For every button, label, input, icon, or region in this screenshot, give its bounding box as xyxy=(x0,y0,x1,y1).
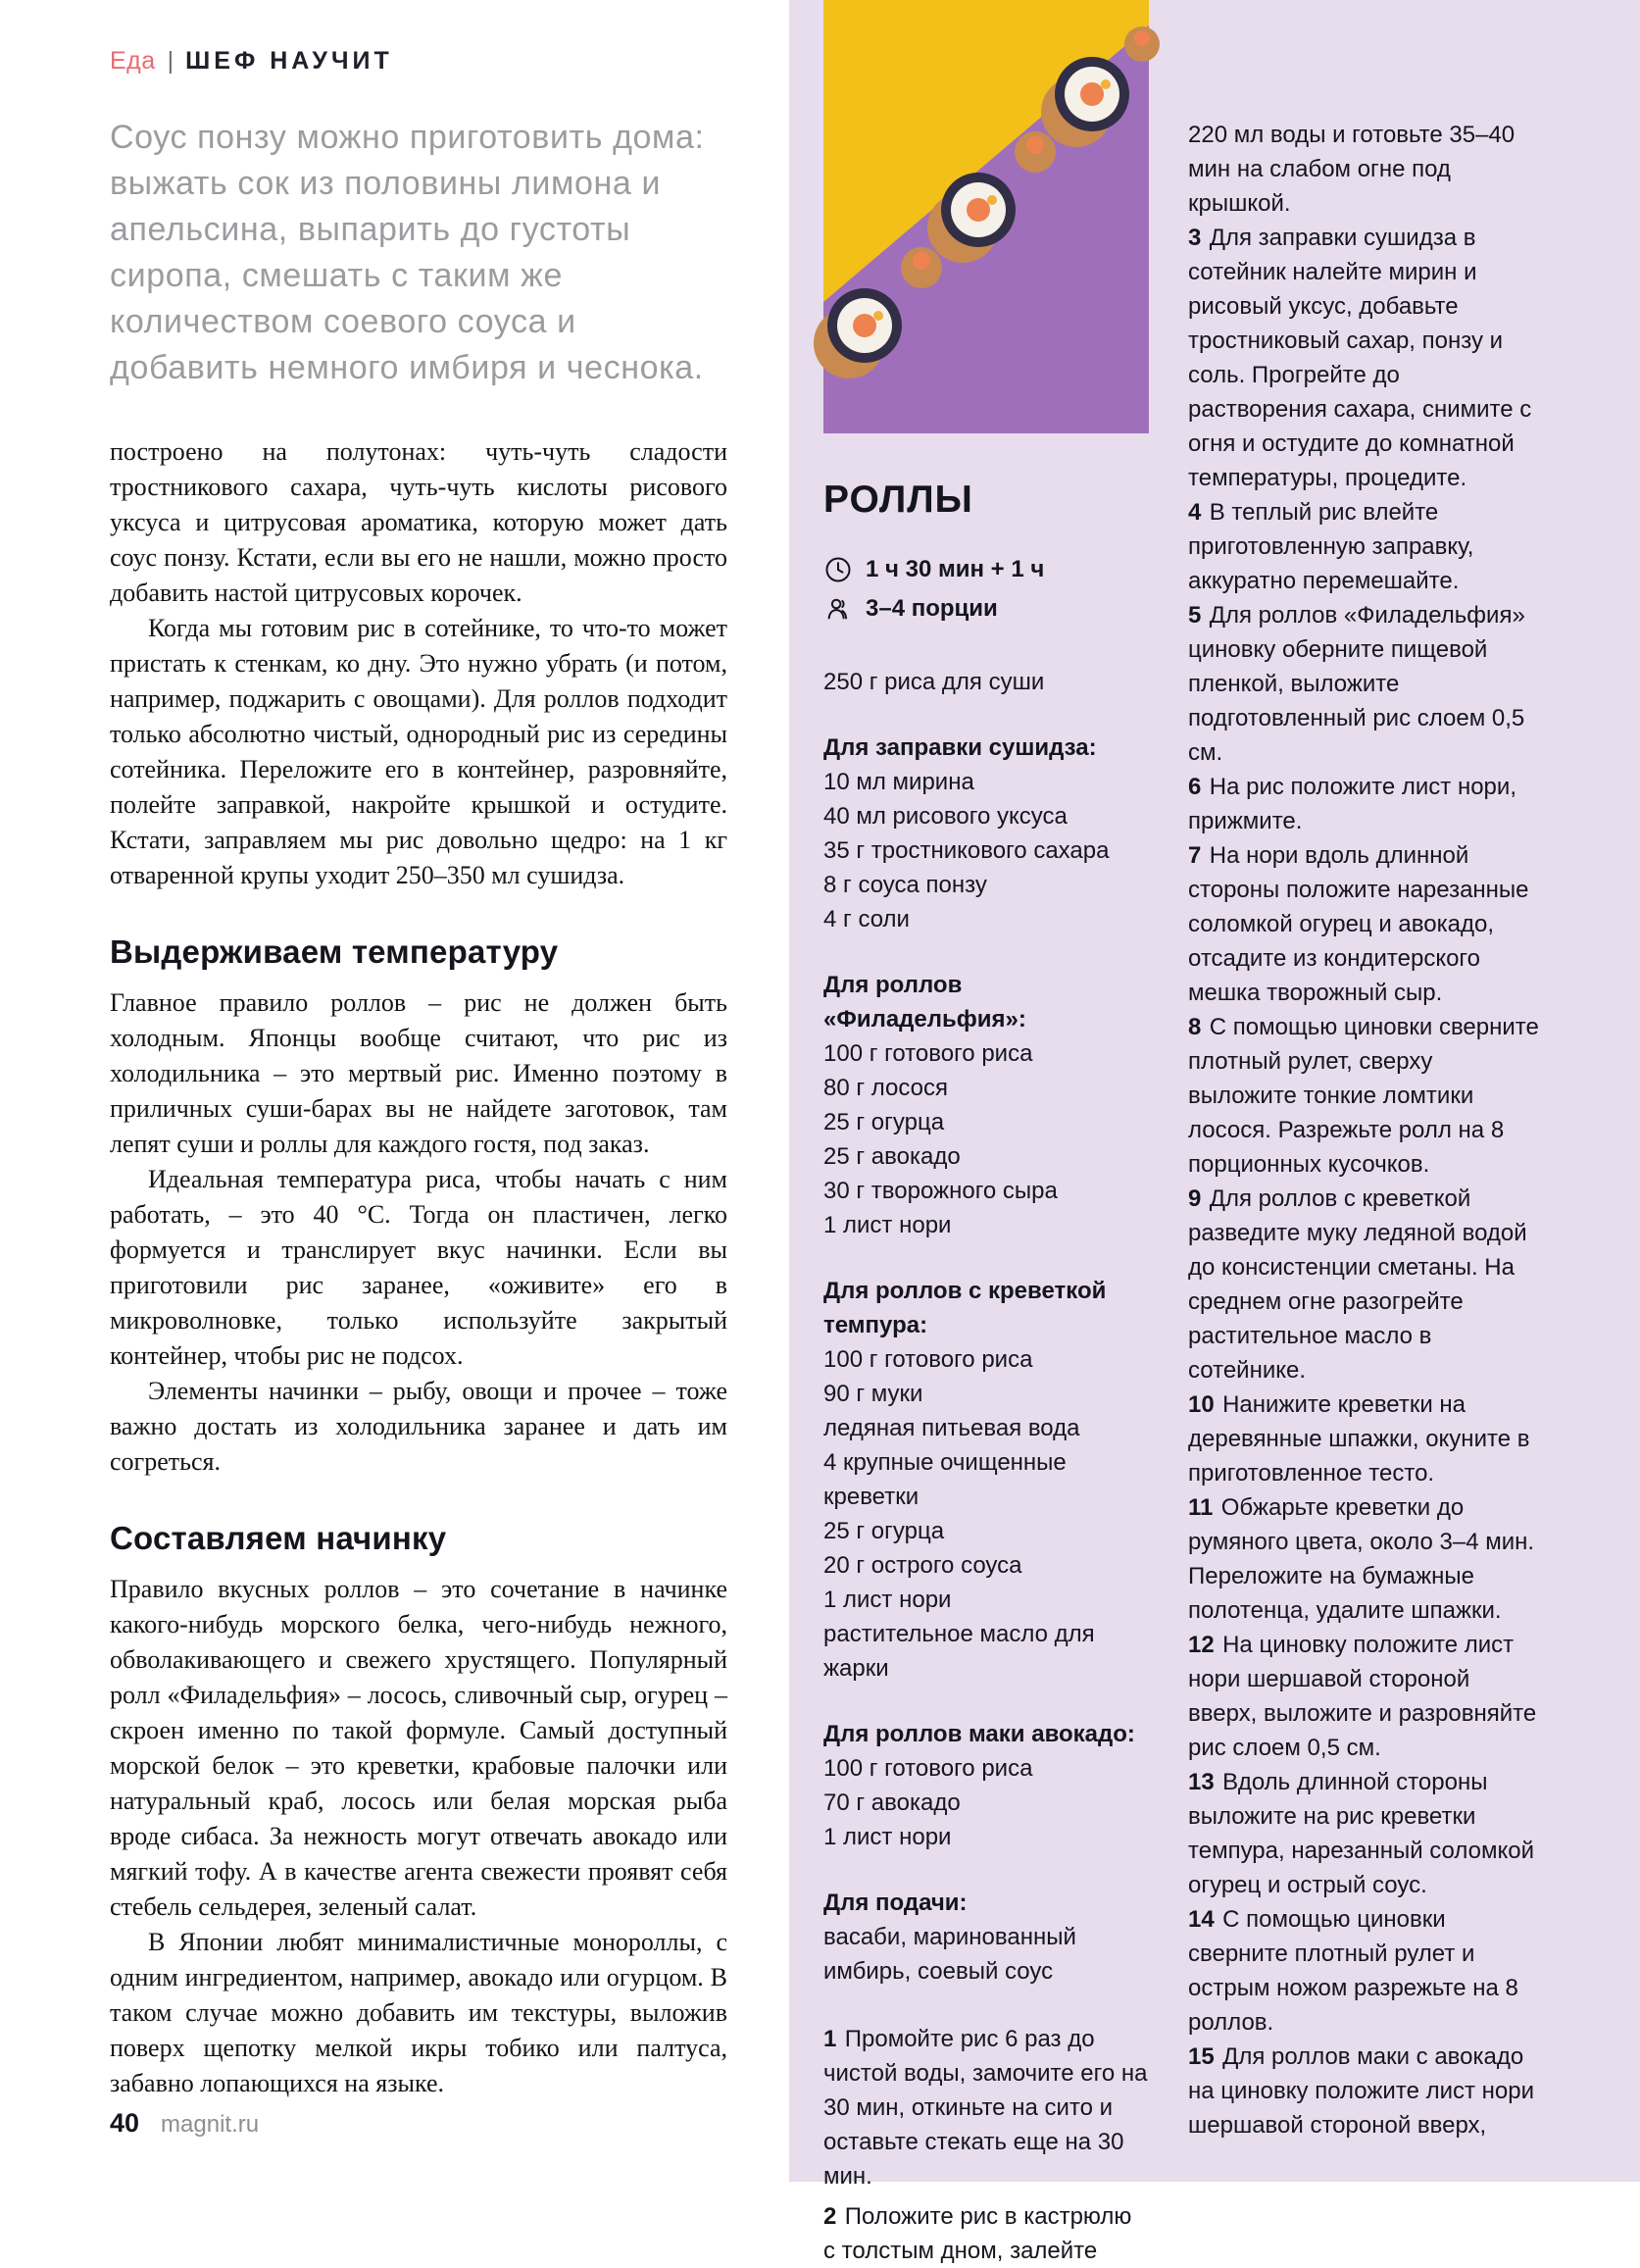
step-continuation: 220 мл воды и готовьте 35–40 мин на слабом огне под крышкой. xyxy=(1188,122,1516,217)
ingredient-item: 4 крупные очищенные креветки xyxy=(823,1449,1067,1510)
step-text: На рис положите лист нори, прижмите. xyxy=(1188,774,1516,834)
rubric-title: ШЕФ НАУЧИТ xyxy=(185,47,393,75)
ingredient-item: 30 г творожного сыра xyxy=(823,1178,1058,1204)
recipe-step xyxy=(1188,598,1541,770)
paragraph: Главное правило роллов – рис не должен быть холодным. Японцы вообще считают, что рис из холодильника – это мертвый рис. Именно поэтому в приличных суши-барах вы не найдете заготовок, там лепят суши и роллы для каждого гостя, под заказ. xyxy=(110,988,727,1158)
ingredient-group-dressing xyxy=(823,731,1149,936)
step-text: Вдоль длинной стороны выложите на рис креветки темпура, нарезанный соломкой огурец и острый соус. xyxy=(1188,1769,1535,1898)
article-column xyxy=(110,47,727,2101)
step-text: Для роллов маки с авокадо на циновку положите лист нори шершавой стороной вверх, xyxy=(1188,2043,1535,2139)
ingredient-item: 10 мл мирина xyxy=(823,769,974,795)
clock-icon xyxy=(823,555,853,584)
step-number: 5 xyxy=(1188,602,1202,629)
article-body xyxy=(110,434,727,2101)
ingredient-group-serving xyxy=(823,1886,1149,1989)
section-temperature xyxy=(110,932,727,1480)
step-number: 2 xyxy=(823,2203,837,2230)
ingredient-group-title: Для заправки сушидза: xyxy=(823,734,1097,761)
ingredient-item: 25 г авокадо xyxy=(823,1143,961,1170)
site-url: magnit.ru xyxy=(161,2111,260,2138)
base-ingredient: 250 г риса для суши xyxy=(823,669,1045,695)
step-text: На циновку положите лист нори шершавой стороной вверх, выложите и разровняйте рис слоем 0,5 см. xyxy=(1188,1632,1537,1761)
step-text: В теплый рис влейте приготовленную заправку, аккуратно перемешайте. xyxy=(1188,499,1474,594)
paragraph: Когда мы готовим рис в сотейнике, то что-то может пристать к стенкам, ко дну. Это нужно убрать (и потом, например, поджарить с овощами). Для роллов подходит только абсолютно чистый, однородный рис из середины сотейника. Переложите его в контейнер, разровняйте, полейте заправкой, накройте крышкой и остудите. Кстати, заправляем мы рис довольно щедро: на 1 кг отваренной крупы уходит 250–350 мл сушидза. xyxy=(110,614,727,889)
servings-label: 3–4 порции xyxy=(866,595,998,622)
step-number: 11 xyxy=(1188,1494,1214,1521)
ingredient-item: 100 г готового риса xyxy=(823,1346,1033,1373)
step-number: 6 xyxy=(1188,774,1202,800)
ingredient-item: 1 лист нори xyxy=(823,1587,952,1613)
section-filling xyxy=(110,1519,727,2101)
recipe-step xyxy=(1188,1902,1541,2040)
recipe-step xyxy=(1188,495,1541,598)
ingredient-item: 35 г тростникового сахара xyxy=(823,837,1110,864)
ingredient-item: 20 г острого соуса xyxy=(823,1552,1022,1579)
page-number: 40 xyxy=(110,2108,140,2138)
ingredient-item: 4 г соли xyxy=(823,906,910,932)
section-heading: Составляем начинку xyxy=(110,1520,447,1556)
ingredient-item: васаби, маринованный имбирь, соевый соус xyxy=(823,1924,1076,1985)
step-text: С помощью циновки сверните плотный рулет и острым ножом разрежьте на 8 роллов. xyxy=(1188,1906,1518,2036)
ingredient-item: 100 г готового риса xyxy=(823,1755,1033,1782)
recipe-step xyxy=(1188,2040,1541,2142)
recipe-meta xyxy=(823,555,1149,624)
recipe-step xyxy=(1188,1628,1541,1765)
sushi-roll xyxy=(941,173,1016,247)
ingredient-item: 100 г готового риса xyxy=(823,1040,1033,1067)
ingredient-item: 1 лист нори xyxy=(823,1824,952,1850)
recipe-title: РОЛЛЫ xyxy=(823,479,973,521)
recipe-column xyxy=(823,0,1149,2268)
step-text: На нори вдоль длинной стороны положите нарезанные соломкой огурец и авокадо, отсадите из кондитерского мешка творожный сыр. xyxy=(1188,842,1529,1006)
category-label: Еда xyxy=(110,47,156,75)
ingredient-list xyxy=(823,1342,1149,1686)
step-text: С помощью циновки сверните плотный рулет, сверху выложите тонкие ломтики лосося. Разрежьте ролл на 8 порционных кусочков. xyxy=(1188,1014,1539,1178)
sushi-roll xyxy=(827,288,902,363)
page-footer xyxy=(110,2108,259,2139)
ingredient-list xyxy=(823,765,1149,936)
sushi-illustration-graphic xyxy=(823,0,1149,433)
header-separator: | xyxy=(167,47,174,75)
ingredient-item: 40 мл рисового уксуса xyxy=(823,803,1068,830)
paragraph: Идеальная температура риса, чтобы начать с ним работать, – это 40 °C. Тогда он пластичен, легко формуется и транслирует вкус начинки. Если вы приготовили рис заранее, «оживите» его в микроволновке, только используйте закрытый контейнер, чтобы рис не подсох. xyxy=(110,1165,727,1370)
step-text: Положите рис в кастрюлю с толстым дном, залейте xyxy=(823,2203,1132,2264)
step-text: Для роллов «Филадельфия» циновку оберните пищевой пленкой, выложите подготовленный рис слоем 0,5 см. xyxy=(1188,602,1525,766)
step-number: 9 xyxy=(1188,1185,1202,1212)
recipe-step xyxy=(1188,770,1541,838)
ingredient-item: 70 г авокадо xyxy=(823,1789,961,1816)
cook-time xyxy=(823,555,1149,584)
sushi-roll xyxy=(1055,57,1129,131)
ingredient-item: ледяная питьевая вода xyxy=(823,1415,1080,1441)
section-heading: Выдерживаем температуру xyxy=(110,933,559,970)
ingredient-item: 1 лист нори xyxy=(823,1212,952,1238)
ingredient-group-title: Для роллов с креветкой темпура: xyxy=(823,1278,1107,1338)
recipe-step xyxy=(1188,1010,1541,1182)
step-number: 8 xyxy=(1188,1014,1202,1040)
recipe-step xyxy=(1188,1490,1541,1628)
ingredient-group-tempura xyxy=(823,1274,1149,1686)
step-number: 14 xyxy=(1188,1906,1215,1933)
ingredient-list xyxy=(823,1036,1149,1242)
servings xyxy=(823,594,1149,624)
ingredient-group-title: Для роллов маки авокадо: xyxy=(823,1721,1135,1747)
ingredient-item: 25 г огурца xyxy=(823,1109,945,1135)
step-text: Обжарьте креветки до румяного цвета, около 3–4 мин. Переложите на бумажные полотенца, удалите шпажки. xyxy=(1188,1494,1535,1624)
step-number: 13 xyxy=(1188,1769,1215,1795)
ingredient-group-title: Для роллов «Филадельфия»: xyxy=(823,972,1026,1033)
recipe-step xyxy=(1188,1182,1541,1387)
steps-first xyxy=(823,2022,1149,2268)
ingredient-group-title: Для подачи: xyxy=(823,1890,968,1916)
ingredient-item: 80 г лосося xyxy=(823,1075,949,1101)
ingredient-group-maki-avocado xyxy=(823,1717,1149,1854)
section-header xyxy=(110,47,727,76)
step-text: Нанижите креветки на деревянные шпажки, окуните в приготовленное тесто. xyxy=(1188,1391,1530,1487)
steps-rest xyxy=(1188,221,1541,2142)
paragraph: построено на полутонах: чуть-чуть сладости тростникового сахара, чуть-чуть кислоты рисового уксуса и цитрусовая ароматика, которую может дать соус понзу. Кстати, если вы его не нашли, можно просто добавить настой цитрусовых корочек. xyxy=(110,437,727,607)
step-text: Для роллов с креветкой разведите муку ледяной водой до консистенции сметаны. На среднем огне разогрейте растительное масло в сотейнике. xyxy=(1188,1185,1527,1384)
paragraph: Правило вкусных роллов – это сочетание в начинке какого-нибудь морского белка, чего-нибудь нежного, обволакивающего и свежего хрустящего. Популярный ролл «Филадельфия» – лосось, сливочный сыр, огурец – скроен именно по такой формуле. Самый доступный морской белок – это креветки, крабовые палочки или натуральный краб, лосось или белая морская рыба вроде сибаса. За нежность могут отвечать авокадо или мягкий тофу. А в качестве агента свежести проявят себя стебель сельдерея, зеленый салат. xyxy=(110,1575,727,1921)
step-number: 15 xyxy=(1188,2043,1215,2070)
recipe-step xyxy=(1188,221,1541,495)
step-number: 7 xyxy=(1188,842,1202,869)
ingredient-item: растительное масло для жарки xyxy=(823,1621,1095,1682)
steps-column xyxy=(1188,118,1541,2142)
intro-paragraphs xyxy=(110,434,727,893)
ingredient-group-philadelphia xyxy=(823,968,1149,1242)
paragraph: В Японии любят минималистичные монороллы, с одним ингредиентом, например, авокадо или огурцом. В таком случае можно добавить им текстуры, выложив поверх щепотку мелкой икры тобико или палтуса, забавно лопающихся на языке. xyxy=(110,1928,727,2097)
recipe-step xyxy=(1188,1765,1541,1902)
step-number: 4 xyxy=(1188,499,1202,526)
step-number: 10 xyxy=(1188,1391,1215,1418)
ingredient-item: 90 г муки xyxy=(823,1381,923,1407)
recipe-step xyxy=(823,2199,1149,2268)
cook-time-label: 1 ч 30 мин + 1 ч xyxy=(866,556,1045,582)
ingredient-item: 8 г соуса понзу xyxy=(823,872,987,898)
ingredient-list xyxy=(823,1751,1149,1854)
paragraph: Элементы начинки – рыбу, овощи и прочее – тоже важно достать из холодильника заранее и дать им согреться. xyxy=(110,1377,727,1476)
recipe-step xyxy=(823,2022,1149,2193)
step-number: 3 xyxy=(1188,225,1202,251)
pull-quote: Соус понзу можно приготовить дома: выжать сок из половины лимона и апельсина, выпарить до густоты сиропа, смешать с таким же количеством соевого соуса и добавить немного имбиря и чеснока. xyxy=(110,119,705,386)
recipe-step xyxy=(1188,838,1541,1010)
ingredient-item: 25 г огурца xyxy=(823,1518,945,1544)
sushi-illustration xyxy=(823,0,1149,433)
servings-icon xyxy=(823,594,853,624)
section-paragraphs xyxy=(110,985,727,1480)
ingredient-list xyxy=(823,1920,1149,1989)
step-text: Для заправки сушидза в сотейник налейте мирин и рисовый уксус, добавьте тростниковый сахар, понзу и соль. Прогрейте до растворения сахара, снимите с огня и остудите до комнатной температуры, процедите. xyxy=(1188,225,1532,491)
step-number: 1 xyxy=(823,2026,837,2052)
step-number: 12 xyxy=(1188,1632,1215,1658)
step-text: Промойте рис 6 раз до чистой воды, замочите его на 30 мин, откиньте на сито и оставьте стекать еще на 30 мин. xyxy=(823,2026,1148,2190)
section-paragraphs xyxy=(110,1572,727,2101)
recipe-step xyxy=(1188,1387,1541,1490)
